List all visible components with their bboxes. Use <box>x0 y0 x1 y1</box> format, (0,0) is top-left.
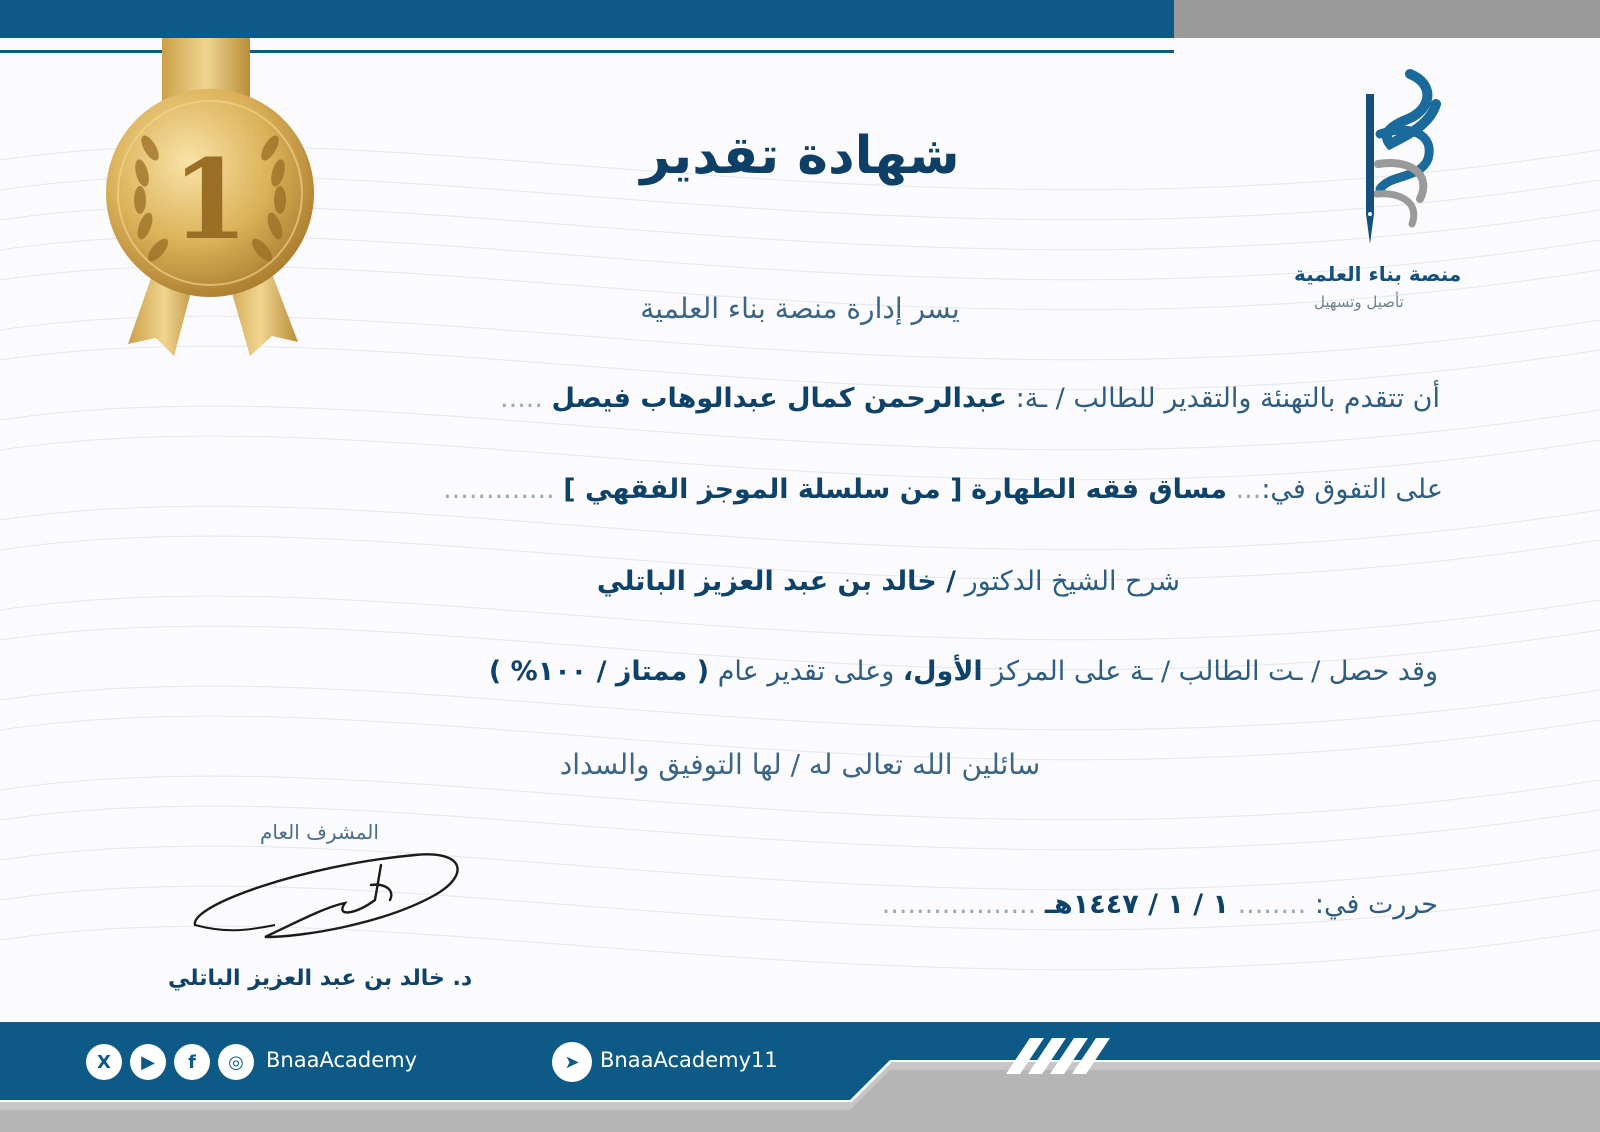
logo-name: منصة بناء العلمية <box>1294 262 1462 286</box>
teacher-label: شرح الشيخ الدكتور <box>964 566 1180 597</box>
medal-number: 1 <box>171 135 249 264</box>
result-label: وقد حصل / ـت الطالب / ـة على المركز <box>991 656 1438 687</box>
student-name: عبدالرحمن كمال عبدالوهاب فيصل <box>551 383 1008 414</box>
signature-role: المشرف العام <box>260 820 379 844</box>
course-series: [ من سلسلة الموجز الفقهي ] <box>563 474 963 505</box>
prayer-line: سائلين الله تعالى له / لها التوفيق والسداد <box>559 748 1041 781</box>
student-dots: ..... <box>500 383 543 414</box>
course-label: على التفوق في: <box>1261 474 1443 505</box>
handle-right[interactable]: BnaaAcademy11 <box>600 1048 778 1072</box>
date-dots-after: .................. <box>881 889 1037 920</box>
date-line <box>882 889 1438 920</box>
youtube-icon[interactable]: ▶ <box>130 1044 166 1080</box>
course-name: مساق فقه الطهارة <box>971 474 1227 505</box>
certificate-title: شهادة تقدير <box>640 126 960 186</box>
instagram-icon[interactable]: ◎ <box>218 1044 254 1080</box>
course-line <box>443 474 1443 505</box>
telegram-icon[interactable]: ➤ <box>552 1042 592 1082</box>
handle-left[interactable]: BnaaAcademy <box>266 1048 417 1072</box>
course-lead-dots: ... <box>1235 474 1262 505</box>
logo-tagline: تأصيل وتسهيل <box>1314 293 1404 311</box>
date-dots-before: ........ <box>1237 889 1307 920</box>
x-icon[interactable]: X <box>86 1044 122 1080</box>
teacher-line <box>597 566 1180 597</box>
student-label: أن تتقدم بالتهنئة والتقدير للطالب / ـة: <box>1015 383 1440 414</box>
result-grade: ( ممتاز / ١٠٠% ) <box>488 656 710 687</box>
signature-name: د. خالد بن عبد العزيز الباتلي <box>168 966 473 991</box>
greeting-line: يسر إدارة منصة بناء العلمية <box>640 292 960 325</box>
facebook-icon[interactable]: f <box>174 1044 210 1080</box>
date-label: حررت في: <box>1314 889 1438 920</box>
date-value: ١ / ١ / ١٤٤٧هـ <box>1044 889 1229 920</box>
signature-drawing <box>185 845 475 955</box>
result-label2: وعلى تقدير عام <box>717 656 895 687</box>
course-dots: ............. <box>443 474 555 505</box>
result-line <box>489 656 1438 687</box>
student-line <box>500 383 1440 414</box>
teacher-name: / خالد بن عبد العزيز الباتلي <box>596 566 956 597</box>
result-rank: الأول، <box>902 656 983 687</box>
